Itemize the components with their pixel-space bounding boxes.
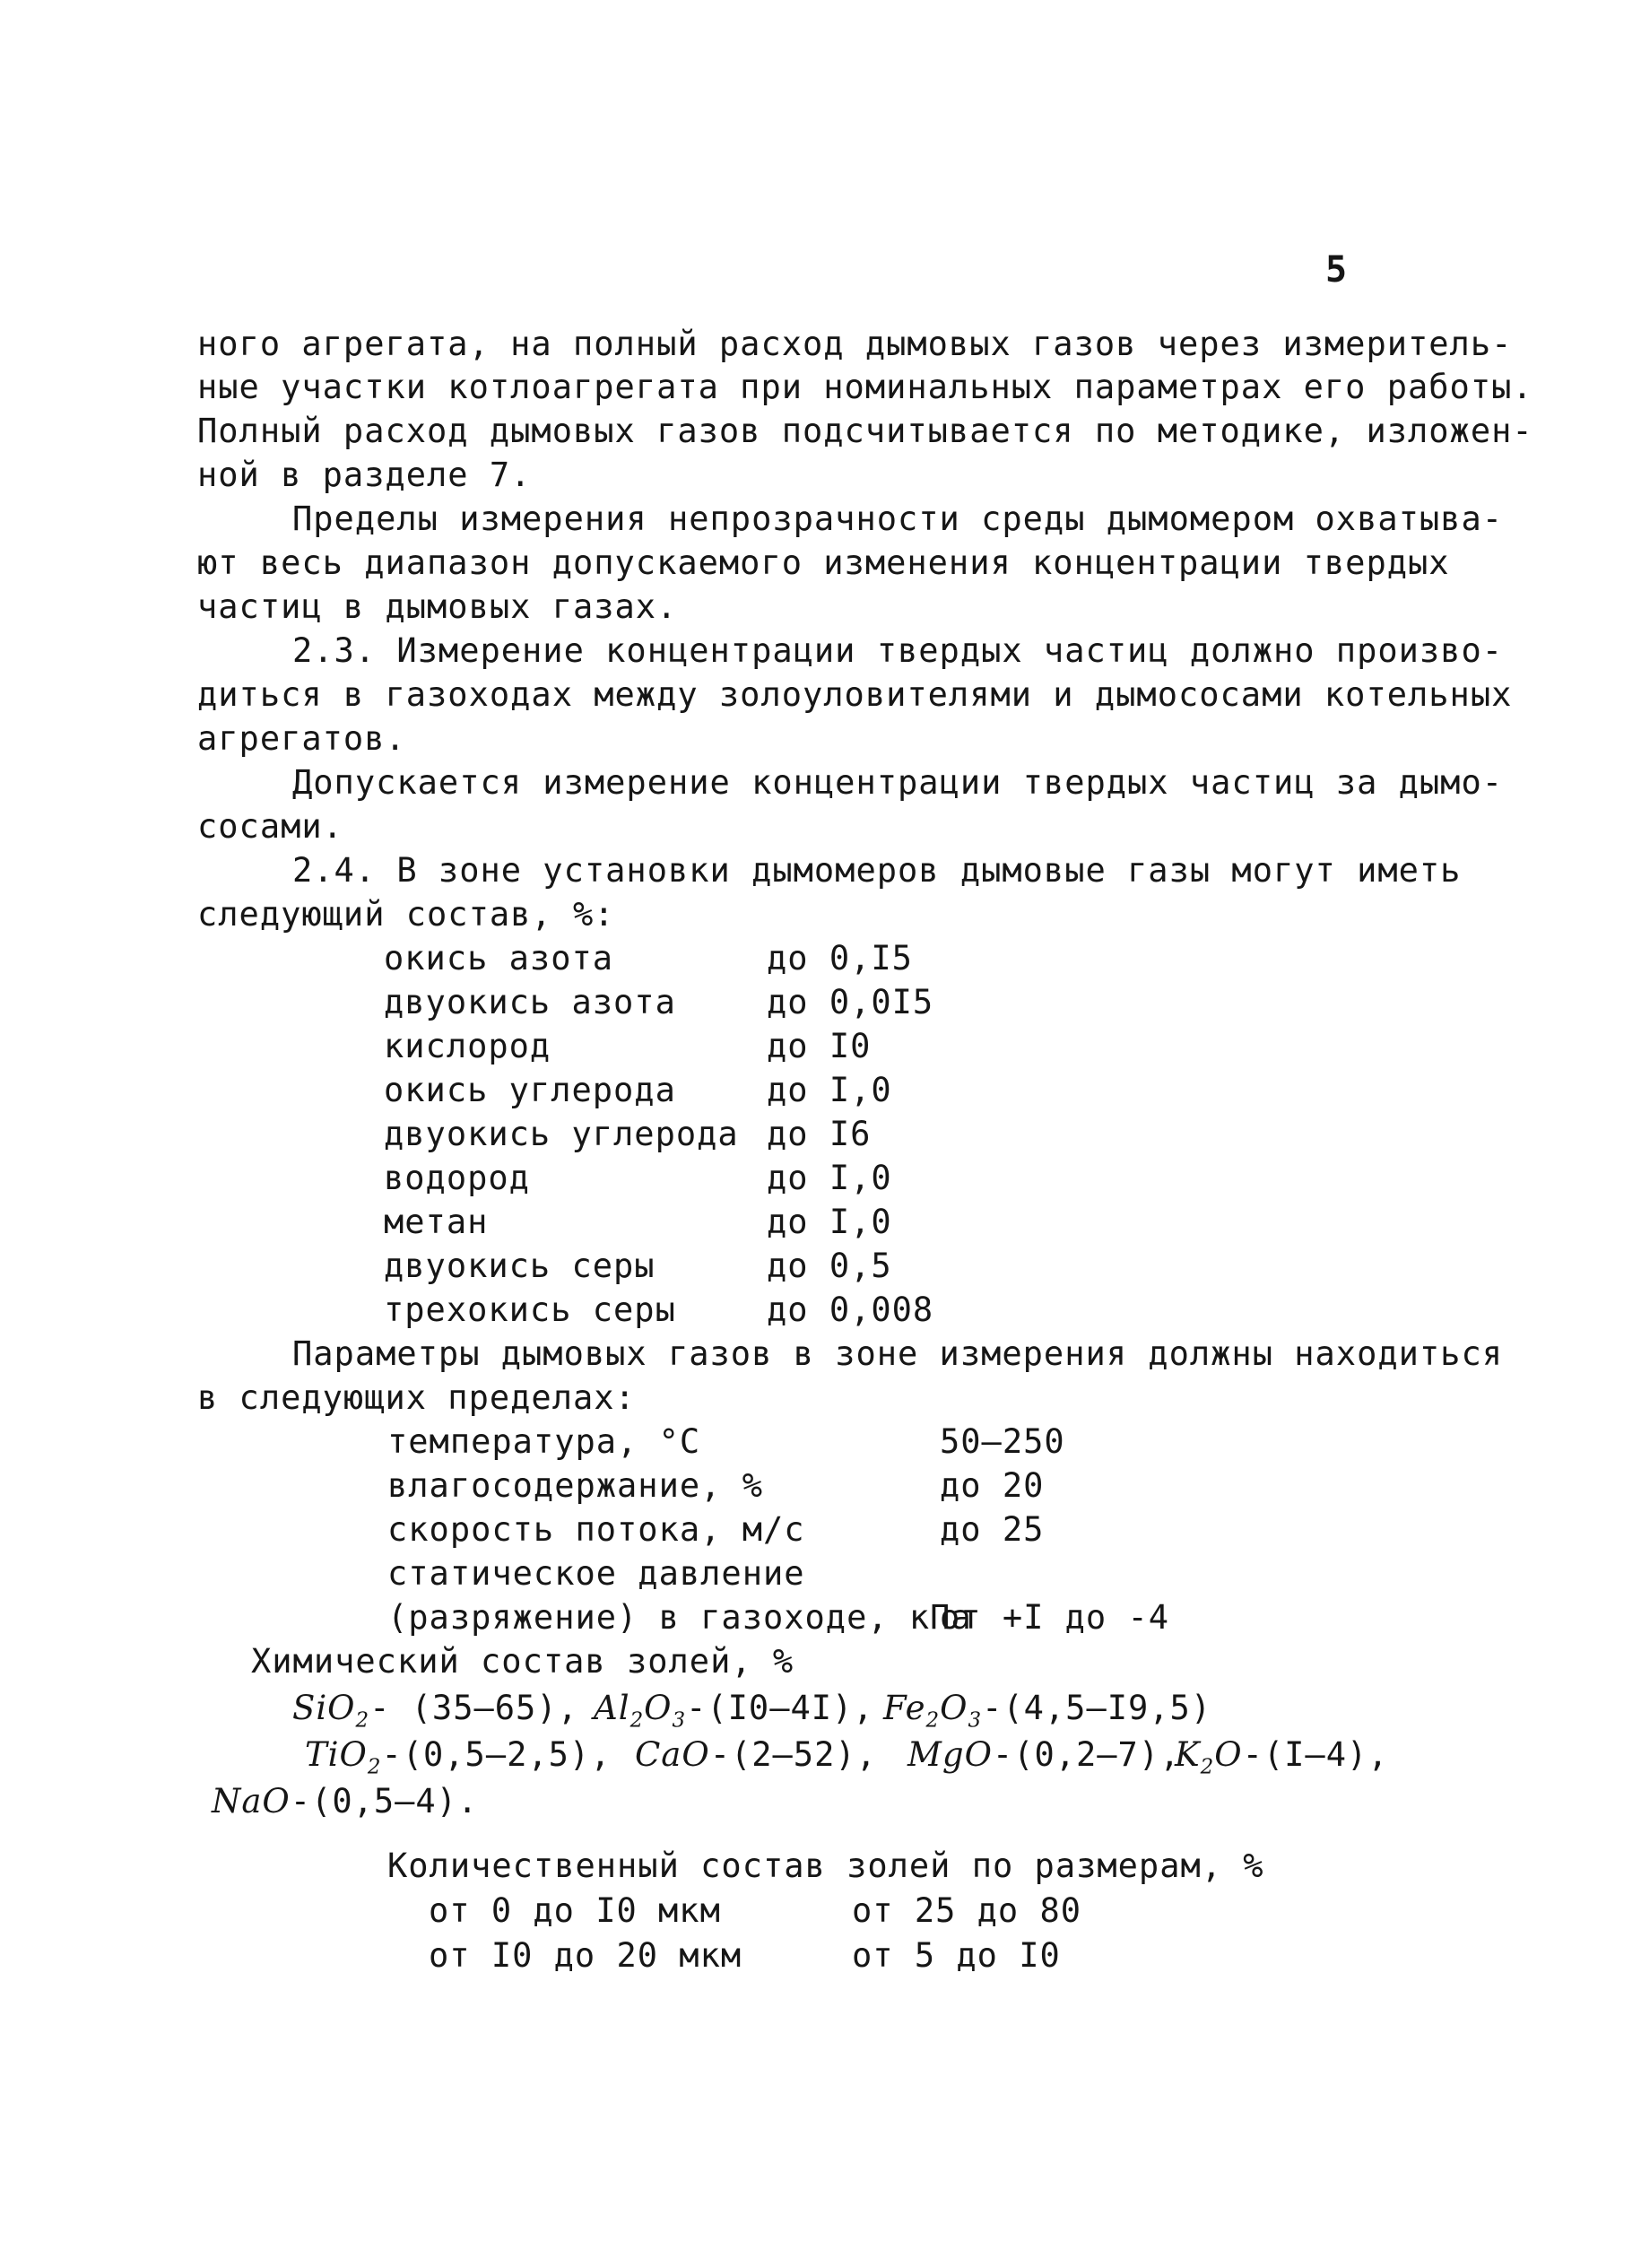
- formula-fe2o3: $Fe_2O_3-(4,5-I9,5)$: [883, 1689, 1212, 1733]
- gas-name: окись азота: [384, 939, 614, 978]
- text-line: ные участки котлоагрегата при номинальных параметрах его работы.: [197, 368, 1533, 406]
- param-value: до 20: [940, 1466, 1045, 1505]
- param-value: 50–250: [940, 1422, 1065, 1461]
- gas-value: до I,0: [767, 1159, 892, 1197]
- gas-value: до 0,5: [767, 1247, 892, 1285]
- text-line: в следующих пределах:: [197, 1378, 636, 1417]
- gas-value: до 0,0I5: [767, 983, 934, 1021]
- text-line: 2.3. Измерение концентрации твердых частиц должно произво-: [292, 631, 1504, 670]
- formula-sio2: SiO$_2$- (35–65),: [292, 1689, 578, 1733]
- text-line: Допускается измерение концентрации твердых частиц за дымо-: [292, 763, 1504, 802]
- text-line: ного агрегата, на полный расход дымовых газов через измеритель-: [197, 325, 1513, 363]
- text-line: Полный расход дымовых газов подсчитывается по методике, изложен-: [197, 412, 1533, 450]
- gas-name: двуокись углерода: [384, 1115, 739, 1153]
- size-range: от 0 до I0 мкм: [429, 1891, 721, 1930]
- text-line: ют весь диапазон допускаемого изменения концентрации твердых: [197, 543, 1450, 582]
- formula-cao: CaO-(2–52),: [635, 1735, 877, 1774]
- param-name: (разряжение) в газоходе, кПа: [387, 1598, 972, 1637]
- text-line: следующий состав, %:: [197, 895, 615, 934]
- size-value: от 5 до I0: [852, 1936, 1061, 1975]
- text-line: частиц в дымовых газах.: [197, 587, 678, 626]
- gas-name: окись углерода: [384, 1071, 676, 1109]
- gas-value: до 0,008: [767, 1290, 934, 1329]
- gas-name: метан: [384, 1203, 489, 1241]
- gas-name: двуокись серы: [384, 1247, 656, 1285]
- gas-name: трехокись серы: [384, 1290, 676, 1329]
- param-name: статическое давление: [387, 1554, 805, 1593]
- gas-name: двуокись азота: [384, 983, 676, 1021]
- gas-name: кислород: [384, 1027, 551, 1065]
- gas-value: до 0,I5: [767, 939, 913, 978]
- text-line: сосами.: [197, 807, 343, 846]
- text-line: Параметры дымовых газов в зоне измерения должны находиться: [292, 1334, 1504, 1373]
- text-line: Пределы измерения непрозрачности среды дымомером охватыва-: [292, 500, 1504, 538]
- text-line: агрегатов.: [197, 719, 406, 758]
- param-name: влагосодержание, %: [387, 1466, 763, 1505]
- param-value: от +I до -4: [940, 1598, 1170, 1637]
- ash-chem-title: Химический состав золей, %: [251, 1642, 794, 1681]
- param-name: скорость потока, м/с: [387, 1510, 805, 1549]
- size-value: от 25 до 80: [852, 1891, 1082, 1930]
- gas-value: до I6: [767, 1115, 872, 1153]
- gas-name: водород: [384, 1159, 530, 1197]
- gas-value: до I,0: [767, 1203, 892, 1241]
- param-value: до 25: [940, 1510, 1045, 1549]
- param-name: температура, °С: [387, 1422, 701, 1461]
- formula-nao: NaO-(0,5–4).: [212, 1782, 479, 1820]
- gas-value: до I0: [767, 1027, 872, 1065]
- text-line: ной в разделе 7.: [197, 456, 532, 494]
- formula-mgo: MgO-(0,2–7),: [907, 1735, 1181, 1774]
- formula-tio2: TiO$_2$-(0,5–2,5),: [305, 1735, 612, 1779]
- text-line: 2.4. В зоне установки дымомеров дымовые газы могут иметь: [292, 851, 1462, 890]
- size-range: от I0 до 20 мкм: [429, 1936, 742, 1975]
- formula-al2o3: $Al_2O_3-(I0-4I)$,: [594, 1689, 874, 1733]
- page-number: 5: [1325, 249, 1348, 291]
- formula-k2o: $K_2O-(I-4)$,: [1175, 1735, 1389, 1779]
- size-title: Количественный состав золей по размерам, %: [387, 1847, 1264, 1885]
- text-line: диться в газоходах между золоуловителями и дымососами котельных: [197, 675, 1513, 714]
- gas-value: до I,0: [767, 1071, 892, 1109]
